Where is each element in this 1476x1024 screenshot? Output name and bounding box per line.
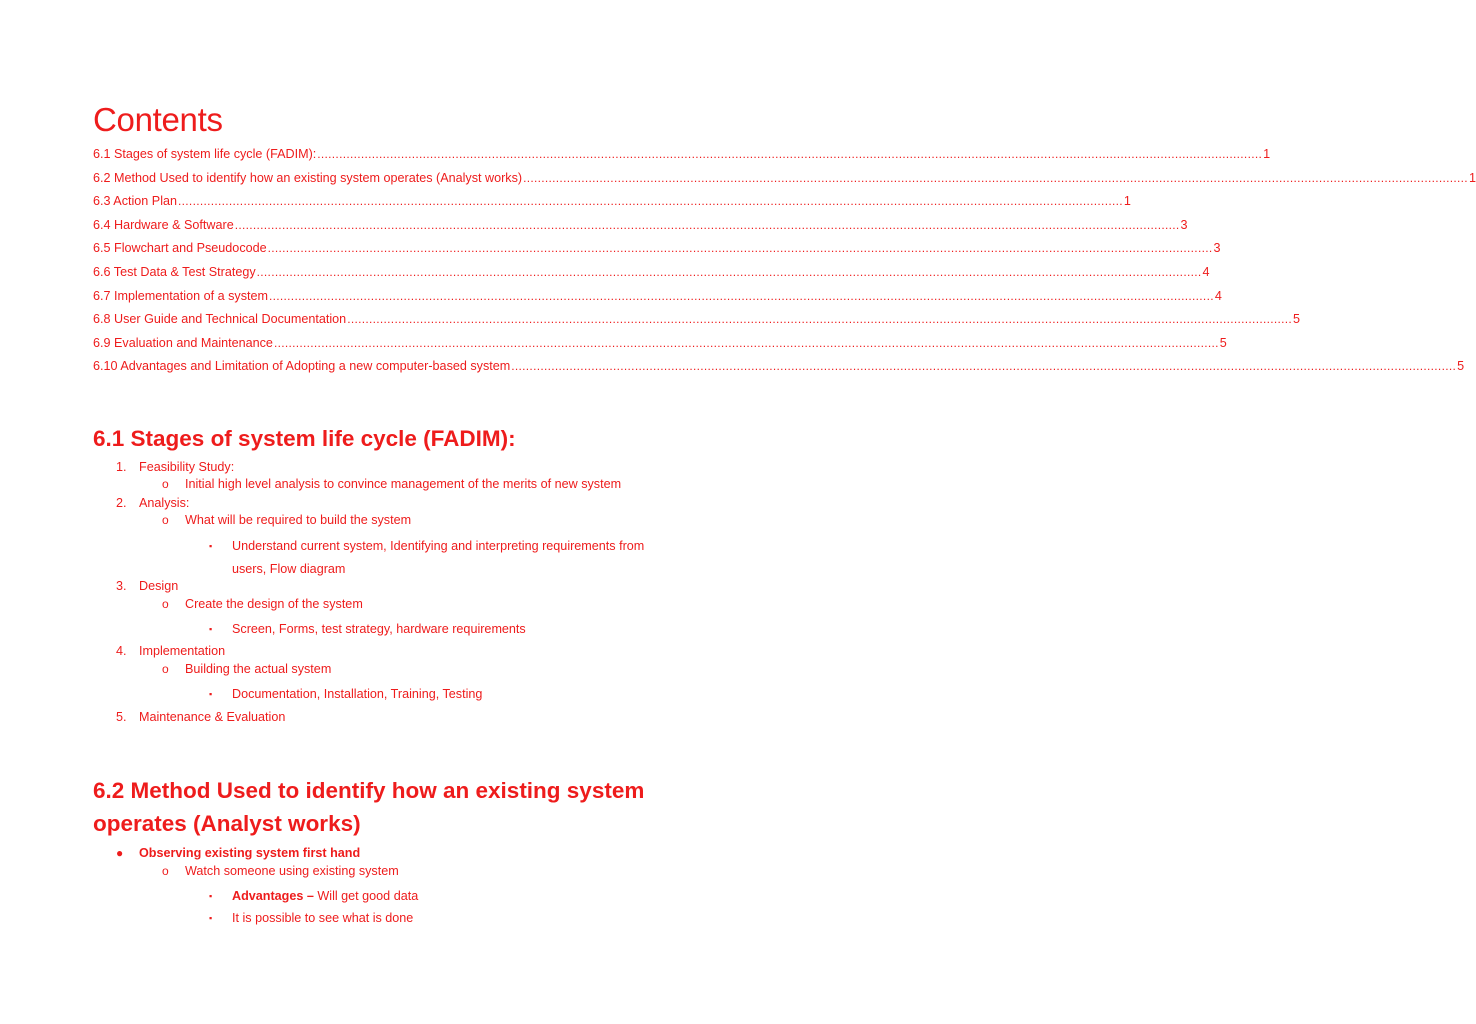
stage-name: Feasibility Study: (139, 460, 235, 474)
stage-name: Design (139, 579, 179, 593)
stage-sub: Create the design of the system (185, 597, 363, 611)
square-bullet: ▪ (209, 541, 213, 551)
dot-bullet: ● (116, 846, 124, 860)
toc-dot-leader: .................................................................................................................................................................................................................................................................... (511, 359, 1457, 374)
stage-name: Implementation (139, 644, 226, 658)
toc-entry-label: 6.9 Evaluation and Maintenance (93, 335, 273, 350)
square-bullet: ▪ (209, 891, 213, 901)
toc-entry[interactable] (93, 287, 1222, 311)
toc-entry-page: 1 (1123, 194, 1131, 209)
toc-entry-page: 3 (1213, 241, 1221, 256)
toc-entry-page: 3 (1180, 217, 1188, 232)
circle-bullet: o (162, 513, 169, 527)
toc-entry-page: 4 (1202, 264, 1210, 279)
toc-dot-leader: .................................................................................................................................................................................................................................................................... (347, 312, 1293, 327)
toc-entry[interactable] (93, 334, 1227, 358)
toc-title: Contents (93, 101, 223, 138)
stage-name: Analysis: (139, 496, 190, 510)
section-6-2-heading-line2: operates (Analyst works) (93, 811, 361, 836)
square-bullet: ▪ (209, 913, 213, 923)
stage-detail: Understand current system, Identifying and interpreting requirements from (232, 539, 645, 553)
method-title: Observing existing system first hand (139, 846, 361, 860)
advantages-line (232, 887, 418, 905)
stage-sub: Building the actual system (185, 662, 332, 676)
toc-entry[interactable] (93, 192, 1131, 216)
stage-number: 5. (116, 710, 127, 724)
toc-entry-label: 6.10 Advantages and Limitation of Adopting a new computer-based system (93, 359, 511, 374)
toc-dot-leader: .................................................................................................................................................................................................................................................................... (317, 147, 1263, 161)
square-bullet: ▪ (209, 689, 213, 699)
circle-bullet: o (162, 477, 169, 491)
toc-entry[interactable] (93, 263, 1210, 287)
method-sub: Watch someone using existing system (185, 864, 399, 878)
advantages-label: Advantages – (232, 889, 314, 903)
toc-entry[interactable] (93, 169, 1476, 193)
toc-entry[interactable] (93, 145, 1271, 169)
stage-detail: Documentation, Installation, Training, Testing (232, 687, 483, 701)
toc-dot-leader: .................................................................................................................................................................................................................................................................... (269, 288, 1214, 303)
stage-detail-cont: users, Flow diagram (232, 562, 346, 576)
toc-entry-label: 6.5 Flowchart and Pseudocode (93, 241, 267, 256)
toc-dot-leader: .................................................................................................................................................................................................................................................................... (523, 170, 1468, 185)
toc-entry-page: 5 (1457, 359, 1465, 374)
stage-number: 2. (116, 496, 127, 510)
toc-entry[interactable] (93, 239, 1221, 263)
toc-entry[interactable] (93, 216, 1188, 240)
point-2: It is possible to see what is done (232, 911, 414, 925)
stage-detail: Screen, Forms, test strategy, hardware requirements (232, 622, 526, 636)
toc-dot-leader: .................................................................................................................................................................................................................................................................... (234, 217, 1180, 232)
toc-dot-leader: .................................................................................................................................................................................................................................................................... (256, 264, 1202, 279)
circle-bullet: o (162, 597, 169, 611)
table-of-contents (93, 145, 1476, 381)
stage-sub: Initial high level analysis to convince management of the merits of new system (185, 477, 622, 491)
toc-entry-label: 6.1 Stages of system life cycle (FADIM): (93, 147, 317, 161)
toc-entry-label: 6.8 User Guide and Technical Documentation (93, 312, 347, 327)
toc-dot-leader: .................................................................................................................................................................................................................................................................... (178, 194, 1123, 209)
stage-name: Maintenance & Evaluation (139, 710, 286, 724)
toc-entry-page: 1 (1468, 170, 1476, 185)
toc-entry-page: 4 (1214, 288, 1222, 303)
stage-number: 3. (116, 579, 127, 593)
square-bullet: ▪ (209, 624, 213, 634)
stage-number: 4. (116, 644, 127, 658)
toc-entry-label: 6.7 Implementation of a system (93, 288, 268, 303)
advantages-text: Will get good data (313, 889, 419, 903)
circle-bullet: o (162, 662, 169, 676)
toc-entry-page: 5 (1219, 335, 1227, 350)
stage-number: 1. (116, 460, 127, 474)
toc-entry-label: 6.6 Test Data & Test Strategy (93, 264, 256, 279)
toc-dot-leader: .................................................................................................................................................................................................................................................................... (273, 335, 1219, 350)
circle-bullet: o (162, 864, 169, 878)
toc-entry[interactable] (93, 357, 1465, 381)
toc-dot-leader: .................................................................................................................................................................................................................................................................... (267, 241, 1213, 256)
toc-entry-page: 5 (1293, 312, 1301, 327)
toc-entry[interactable] (93, 310, 1301, 334)
stage-sub: What will be required to build the system (185, 513, 412, 527)
toc-entry-page: 1 (1263, 147, 1271, 161)
section-6-2-heading-line1: 6.2 Method Used to identify how an existing system (93, 778, 645, 803)
toc-entry-label: 6.3 Action Plan (93, 194, 178, 209)
toc-entry-label: 6.4 Hardware & Software (93, 217, 234, 232)
toc-entry-label: 6.2 Method Used to identify how an existing system operates (Analyst works) (93, 170, 523, 185)
section-6-1-heading: 6.1 Stages of system life cycle (FADIM): (93, 426, 516, 451)
